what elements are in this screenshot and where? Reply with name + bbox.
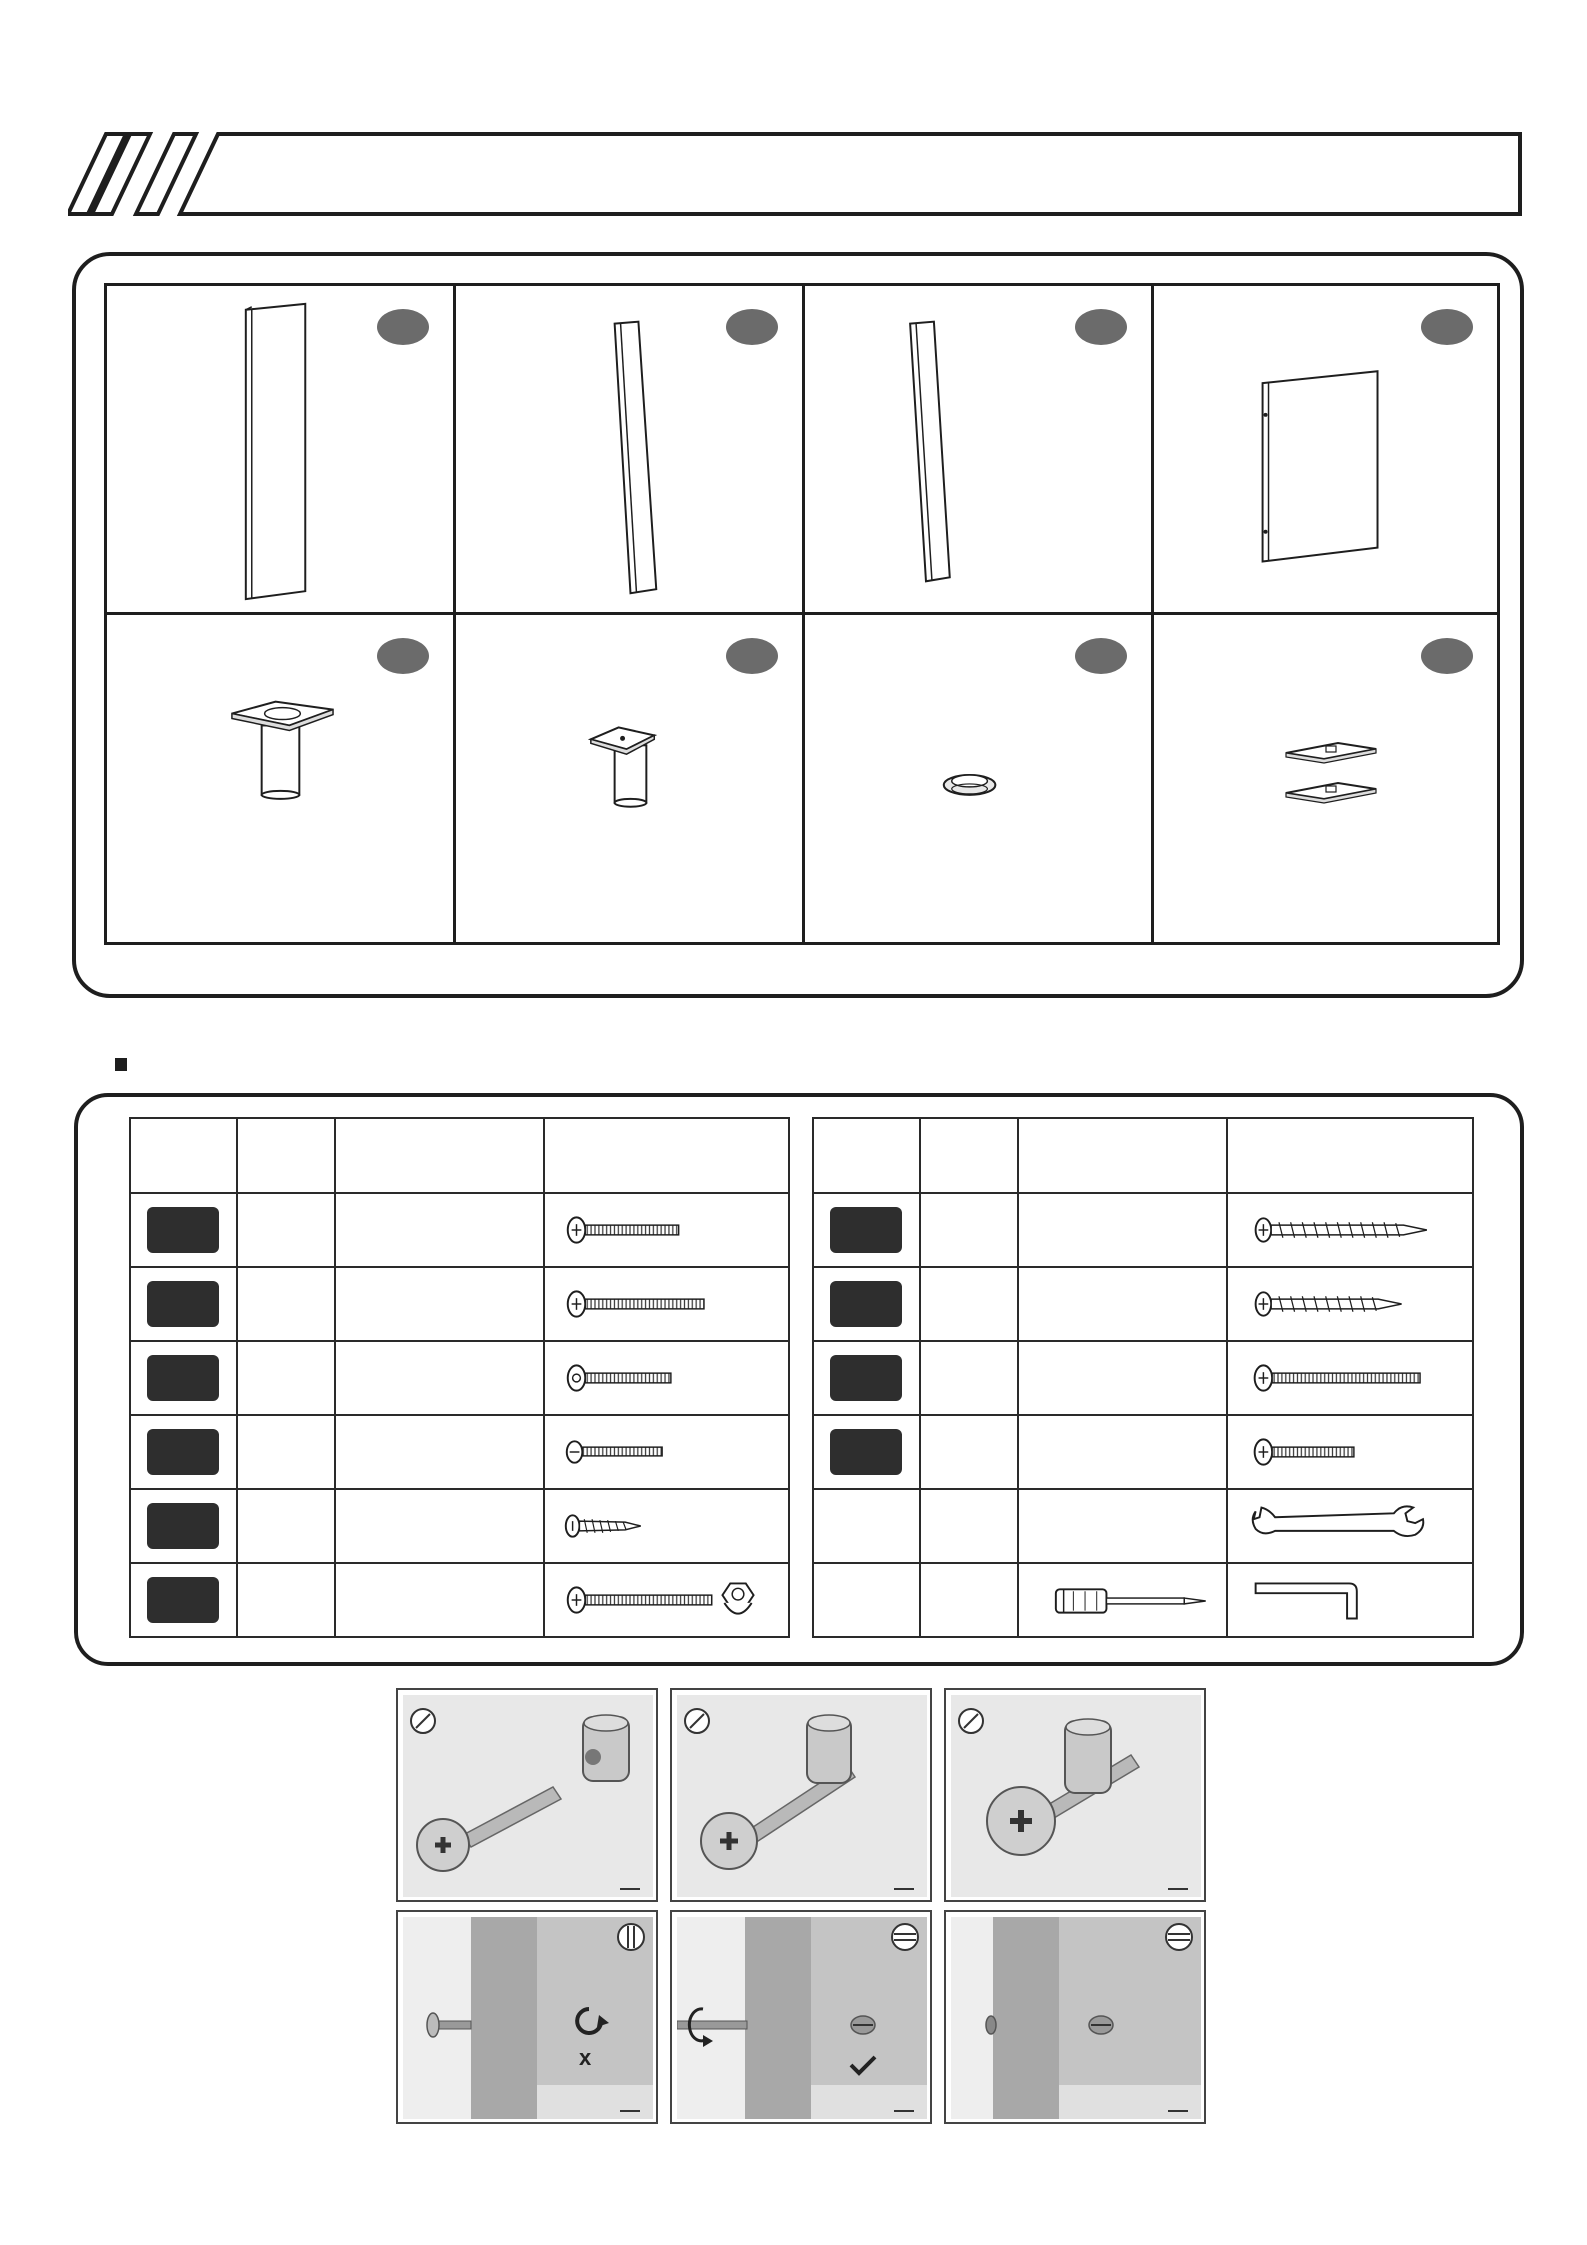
- narrow-panel-drawing: [456, 286, 802, 612]
- header-cell: [1227, 1118, 1473, 1193]
- part-cell-e: [107, 615, 456, 942]
- table-row: [130, 1193, 789, 1267]
- bolt-extra-long-icon: [1228, 1342, 1472, 1414]
- allen-key-icon: [1228, 1564, 1472, 1636]
- table-header-row: [130, 1118, 789, 1193]
- table-row: [813, 1415, 1473, 1489]
- table-row: [130, 1563, 789, 1637]
- hardware-badge: [830, 1429, 902, 1475]
- narrow-panel-drawing: [805, 286, 1151, 612]
- hardware-badge: [147, 1429, 219, 1475]
- wrong-mark: x: [579, 2045, 592, 2070]
- wrench-icon: [1228, 1490, 1472, 1562]
- wood-screw-long-icon: [1228, 1194, 1472, 1266]
- part-cell-b: [456, 286, 805, 615]
- vertical-slot-icon: [618, 1924, 644, 1950]
- wood-screw-medium-icon: [1228, 1268, 1472, 1340]
- table-row: [130, 1415, 789, 1489]
- part-cell-h: [1154, 615, 1497, 942]
- bolt-medium-icon: [545, 1342, 788, 1414]
- horizontal-slot-icon: [1166, 1924, 1192, 1950]
- hardware-badge: [830, 1355, 902, 1401]
- hardware-badge: [147, 1503, 219, 1549]
- section-bullet: [115, 1058, 127, 1071]
- header-cell: [130, 1118, 237, 1193]
- section-title-bar: [68, 130, 1528, 220]
- hardware-badge: [147, 1281, 219, 1327]
- table-row: [813, 1267, 1473, 1341]
- slot-icon: [411, 1709, 435, 1733]
- bolt-with-nut-icon: [545, 1564, 788, 1636]
- hardware-table-left: [129, 1117, 790, 1638]
- hardware-badge: [830, 1281, 902, 1327]
- slot-icon: [959, 1709, 983, 1733]
- step-photo-4: [396, 1910, 658, 2124]
- header-cell: [544, 1118, 789, 1193]
- mounting-plates-drawing: [1154, 615, 1497, 942]
- part-cell-g: [805, 615, 1154, 942]
- table-row: [130, 1341, 789, 1415]
- hardware-badge: [830, 1207, 902, 1253]
- table-row: [813, 1489, 1473, 1563]
- table-row: [130, 1489, 789, 1563]
- screwdriver-icon: [1019, 1564, 1226, 1636]
- header-cell: [237, 1118, 335, 1193]
- table-row: [813, 1193, 1473, 1267]
- wood-screw-small-icon: [545, 1490, 788, 1562]
- step-photo-1: [396, 1688, 658, 1902]
- table-row: [813, 1563, 1473, 1637]
- header-cell: [813, 1118, 920, 1193]
- part-cell-d: [1154, 286, 1497, 615]
- hardware-badge: [147, 1355, 219, 1401]
- bolt-long-icon: [545, 1268, 788, 1340]
- header-cell: [335, 1118, 544, 1193]
- hardware-badge: [147, 1577, 219, 1623]
- bolt-small-icon: [545, 1416, 788, 1488]
- small-leg-drawing: [456, 615, 802, 942]
- hardware-table-right: [812, 1117, 1474, 1638]
- step-photo-5: [670, 1910, 932, 2124]
- bolt-short-icon: [1228, 1416, 1472, 1488]
- header-cell: [920, 1118, 1018, 1193]
- slot-icon: [685, 1709, 709, 1733]
- table-row: [130, 1267, 789, 1341]
- step-photo-2: [670, 1688, 932, 1902]
- part-cell-c: [805, 286, 1154, 615]
- door-panel-drawing: [1154, 286, 1497, 612]
- table-header-row: [813, 1118, 1473, 1193]
- large-leg-drawing: [107, 615, 453, 942]
- hardware-badge: [147, 1207, 219, 1253]
- table-row: [813, 1341, 1473, 1415]
- bolt-short-icon: [545, 1194, 788, 1266]
- tall-panel-drawing: [107, 286, 453, 612]
- step-photo-6: [944, 1910, 1206, 2124]
- horizontal-slot-icon: [892, 1924, 918, 1950]
- header-cell: [1018, 1118, 1227, 1193]
- step-photo-3: [944, 1688, 1206, 1902]
- grommet-drawing: [805, 615, 1151, 942]
- parts-grid: [104, 283, 1500, 945]
- part-cell-f: [456, 615, 805, 942]
- part-cell-a: [107, 286, 456, 615]
